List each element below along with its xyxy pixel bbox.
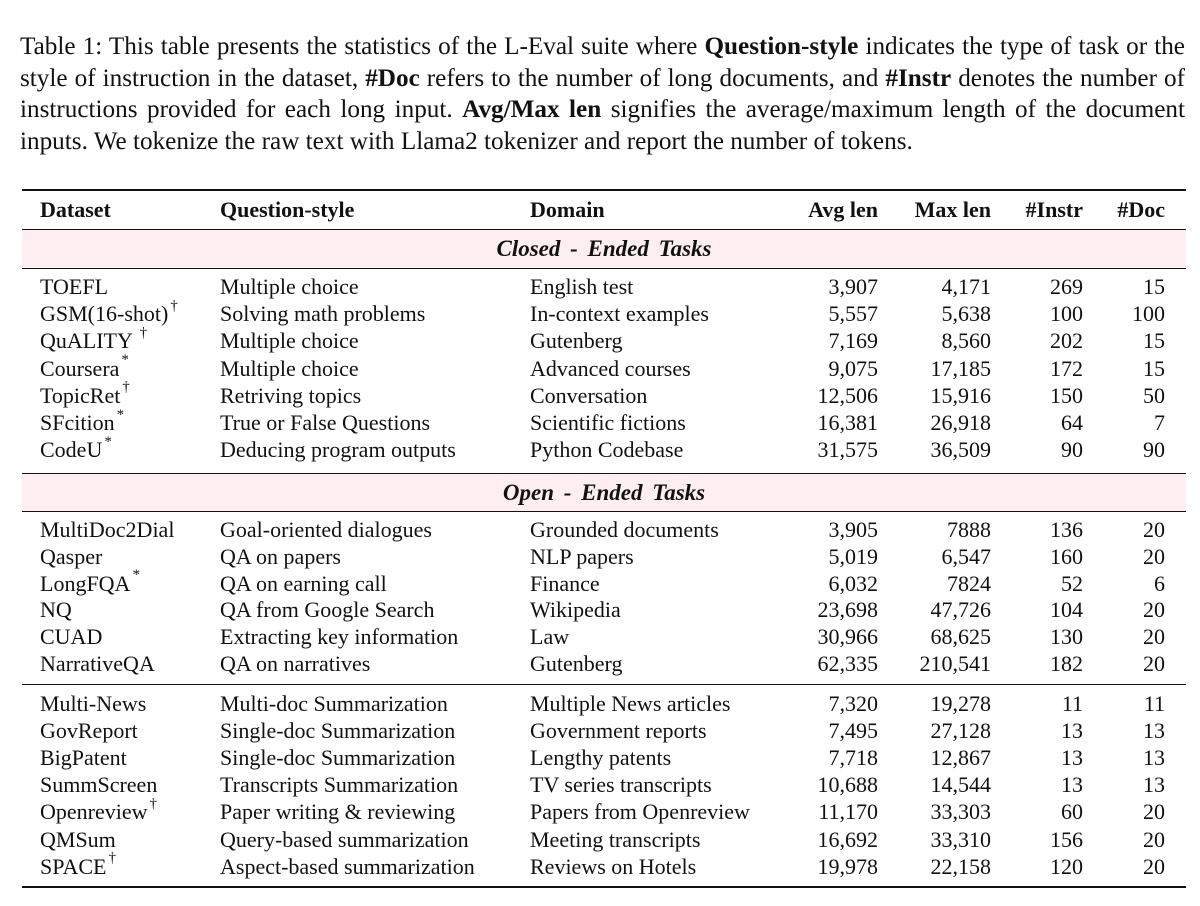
cell-avg-len: 3,907 <box>828 274 878 299</box>
cell-instr: 120 <box>1050 853 1083 879</box>
dataset-footnote-mark: † <box>139 325 148 342</box>
table-row <box>0 327 1200 354</box>
cell-domain: Multiple News articles <box>530 691 731 716</box>
table-row <box>0 717 1200 744</box>
dataset-name: NarrativeQA <box>40 651 155 676</box>
cell-question-style: True or False Questions <box>220 410 431 435</box>
cell-domain: Reviews on Hotels <box>530 853 697 879</box>
dataset-name: TopicRet <box>40 382 121 408</box>
cell-instr: 182 <box>1050 651 1083 676</box>
caption-term-instr: #Instr <box>885 64 952 92</box>
cell-avg-len: 23,698 <box>817 597 878 623</box>
cell-doc: 13 <box>1143 745 1165 771</box>
table-row <box>0 771 1200 798</box>
cell-doc: 90 <box>1143 437 1165 463</box>
col-header-domain: Domain <box>530 197 605 222</box>
cell-dataset <box>40 690 146 717</box>
cell-dataset <box>40 717 138 744</box>
cell-question-style: QA on narratives <box>220 651 371 676</box>
table-row <box>0 798 1200 825</box>
cell-dataset <box>40 433 112 463</box>
dataset-name: SummScreen <box>40 772 158 798</box>
dataset-name: LongFQA <box>40 570 131 596</box>
cell-instr: 269 <box>1050 274 1083 299</box>
dataset-name: MultiDoc2Dial <box>40 517 175 542</box>
cell-max-len: 15,916 <box>930 382 991 408</box>
table-row <box>0 623 1200 650</box>
cell-question-style: Multiple choice <box>220 328 359 354</box>
cell-doc: 15 <box>1143 355 1165 381</box>
cell-doc: 100 <box>1132 301 1165 327</box>
cell-doc: 20 <box>1143 651 1165 676</box>
cell-question-style: Multiple choice <box>220 274 359 299</box>
table-top-rule <box>22 189 1186 191</box>
cell-avg-len: 19,978 <box>817 853 878 879</box>
cell-doc: 15 <box>1143 328 1165 354</box>
cell-avg-len: 31,575 <box>817 437 878 463</box>
cell-dataset <box>40 744 127 771</box>
table-caption <box>20 31 1185 157</box>
cell-doc: 50 <box>1143 382 1165 408</box>
cell-avg-len: 16,381 <box>817 410 878 435</box>
table-row <box>0 273 1200 300</box>
caption-text-2: indicates the type of task or the style of instruction in the dataset, <box>20 33 1185 92</box>
cell-domain: English test <box>530 274 634 299</box>
cell-avg-len: 16,692 <box>817 826 878 852</box>
cell-max-len: 22,158 <box>930 853 991 879</box>
cell-question-style: Single-doc Summarization <box>220 745 456 771</box>
table-row <box>0 826 1200 853</box>
cell-doc: 20 <box>1143 543 1165 569</box>
cell-domain: Finance <box>530 570 600 596</box>
cell-doc: 15 <box>1143 274 1165 299</box>
cell-dataset <box>40 567 140 597</box>
open-section-title: Open - Ended Tasks <box>502 480 706 505</box>
cell-question-style: Paper writing & reviewing <box>220 799 456 825</box>
cell-instr: 90 <box>1061 437 1083 463</box>
dataset-name: QMSum <box>40 826 116 852</box>
cell-avg-len: 7,169 <box>828 328 878 354</box>
cell-question-style: Extracting key information <box>220 624 459 650</box>
cell-dataset <box>40 623 102 650</box>
dataset-name: Coursera <box>40 355 120 381</box>
dataset-name: NQ <box>40 597 72 623</box>
cell-domain: In-context examples <box>530 301 709 327</box>
table-row <box>0 433 1200 463</box>
cell-dataset <box>40 516 174 543</box>
dataset-name: CUAD <box>40 624 103 650</box>
cell-max-len: 8,560 <box>941 328 991 354</box>
table-row <box>0 567 1200 597</box>
table-bottom-rule <box>22 886 1186 888</box>
cell-instr: 130 <box>1050 624 1083 650</box>
dataset-name: QuALITY <box>40 328 138 354</box>
cell-domain: Wikipedia <box>530 597 621 623</box>
cell-question-style: Retriving topics <box>220 382 362 408</box>
cell-instr: 172 <box>1050 355 1083 381</box>
cell-max-len: 5,638 <box>941 301 991 327</box>
cell-dataset <box>40 273 108 300</box>
cell-max-len: 7824 <box>947 570 991 596</box>
cell-instr: 13 <box>1061 718 1083 744</box>
caption-term-avg-max-len: Avg/Max len <box>462 96 602 124</box>
cell-dataset <box>40 352 129 382</box>
cell-dataset <box>40 826 116 853</box>
dataset-name: TOEFL <box>40 274 109 299</box>
cell-doc: 13 <box>1143 718 1165 744</box>
dataset-name: Qasper <box>40 543 103 569</box>
dataset-footnote-mark: * <box>132 567 140 584</box>
cell-dataset <box>40 327 147 354</box>
cell-instr: 160 <box>1050 543 1083 569</box>
caption-text-4: denotes the number of instructions provided for each long input. <box>20 64 1185 124</box>
cell-question-style: QA from Google Search <box>220 597 435 623</box>
dataset-footnote-mark: † <box>108 850 116 867</box>
cell-dataset <box>40 798 157 825</box>
cell-avg-len: 5,019 <box>828 543 878 569</box>
cell-instr: 100 <box>1050 301 1083 327</box>
cell-dataset <box>40 850 116 880</box>
cell-avg-len: 7,718 <box>828 745 878 771</box>
dataset-name: SFcition <box>40 410 115 435</box>
dataset-name: BigPatent <box>40 745 127 771</box>
cell-domain: Scientific fictions <box>530 410 686 435</box>
cell-question-style: Query-based summarization <box>220 826 469 852</box>
cell-max-len: 4,171 <box>941 274 991 299</box>
table-header-row <box>0 193 1200 227</box>
cell-domain: Meeting transcripts <box>530 826 701 852</box>
cell-dataset <box>40 297 178 327</box>
dataset-name: GSM(16-shot) <box>40 301 169 327</box>
dataset-name: GovReport <box>40 718 138 744</box>
cell-instr: 136 <box>1050 517 1083 542</box>
cell-question-style: Solving math problems <box>220 301 426 327</box>
cell-domain: Gutenberg <box>530 328 623 354</box>
cell-max-len: 17,185 <box>930 355 991 381</box>
cell-max-len: 19,278 <box>930 691 991 716</box>
cell-question-style: Deducing program outputs <box>220 437 456 463</box>
cell-question-style: QA on earning call <box>220 570 387 596</box>
caption-term-doc: #Doc <box>365 64 420 92</box>
dataset-footnote-mark: * <box>121 352 129 369</box>
cell-avg-len: 12,506 <box>817 382 878 408</box>
cell-question-style: Aspect-based summarization <box>220 853 475 879</box>
table-row <box>0 744 1200 771</box>
table-row <box>0 690 1200 717</box>
cell-doc: 20 <box>1143 597 1165 623</box>
cell-instr: 13 <box>1061 745 1083 771</box>
cell-domain: Conversation <box>530 382 648 408</box>
cell-instr: 202 <box>1050 328 1083 354</box>
cell-instr: 150 <box>1050 382 1083 408</box>
cell-question-style: Multi-doc Summarization <box>220 691 448 716</box>
cell-avg-len: 10,688 <box>817 772 878 798</box>
cell-avg-len: 30,966 <box>817 624 878 650</box>
cell-dataset <box>40 650 155 677</box>
qa-summ-separator-rule <box>22 684 1186 685</box>
dataset-footnote-mark: * <box>116 406 125 423</box>
dataset-name: SPACE <box>40 853 107 879</box>
cell-doc: 6 <box>1154 570 1165 596</box>
cell-avg-len: 7,495 <box>828 718 878 744</box>
cell-instr: 104 <box>1050 597 1083 623</box>
caption-text-1: This table presents the statistics of the L-Eval suite where <box>102 33 705 61</box>
table-row <box>0 379 1200 409</box>
cell-instr: 13 <box>1061 772 1083 798</box>
col-header-max-len: Max len <box>914 197 991 222</box>
col-header-dataset: Dataset <box>40 197 111 222</box>
cell-doc: 11 <box>1143 691 1165 716</box>
cell-domain: TV series transcripts <box>530 772 712 798</box>
cell-max-len: 33,310 <box>930 826 991 852</box>
dataset-name: Multi-News <box>40 691 147 716</box>
cell-max-len: 210,541 <box>919 651 991 676</box>
cell-domain: Advanced courses <box>530 355 691 381</box>
cell-max-len: 26,918 <box>930 410 991 435</box>
cell-doc: 20 <box>1143 826 1165 852</box>
cell-instr: 64 <box>1061 410 1083 435</box>
cell-max-len: 27,128 <box>930 718 991 744</box>
cell-domain: Lengthy patents <box>530 745 672 771</box>
closed-section-title: Closed - Ended Tasks <box>496 236 712 261</box>
dataset-footnote-mark: * <box>104 433 112 450</box>
col-header-avg-len: Avg len <box>808 197 878 222</box>
caption-text-5: signifies the average/maximum length of the document inputs. We tokenize the raw text with Llama2 tokenizer and report the number of tokens. <box>20 96 1185 155</box>
cell-max-len: 12,867 <box>930 745 991 771</box>
cell-instr: 11 <box>1061 691 1083 716</box>
cell-avg-len: 5,557 <box>828 301 878 327</box>
cell-question-style: Single-doc Summarization <box>220 718 456 744</box>
table-row <box>0 596 1200 623</box>
cell-domain: Papers from Openreview <box>530 799 750 825</box>
cell-domain: Grounded documents <box>530 517 719 542</box>
cell-instr: 52 <box>1061 570 1083 596</box>
cell-doc: 20 <box>1143 799 1165 825</box>
cell-question-style: QA on papers <box>220 543 341 569</box>
cell-max-len: 36,509 <box>930 437 991 463</box>
cell-dataset <box>40 543 102 570</box>
cell-avg-len: 62,335 <box>817 651 878 676</box>
table-row <box>0 650 1200 677</box>
cell-dataset <box>40 771 157 798</box>
cell-question-style: Transcripts Summarization <box>220 772 459 798</box>
table-row <box>0 516 1200 543</box>
cell-doc: 20 <box>1143 517 1165 542</box>
dataset-footnote-mark: † <box>170 297 178 314</box>
caption-text-3: refers to the number of long documents, and <box>419 64 886 92</box>
caption-term-question-style: Question-style <box>704 33 859 61</box>
cell-max-len: 33,303 <box>930 799 991 825</box>
cell-max-len: 47,726 <box>930 597 991 623</box>
cell-dataset <box>40 379 130 409</box>
cell-max-len: 7888 <box>947 517 991 542</box>
closed-section-rule <box>22 268 1186 269</box>
table-row <box>0 406 1200 436</box>
cell-question-style: Goal-oriented dialogues <box>220 517 432 542</box>
cell-instr: 156 <box>1050 826 1083 852</box>
table-row <box>0 297 1200 327</box>
cell-doc: 7 <box>1154 410 1165 435</box>
dataset-footnote-mark: † <box>122 379 130 396</box>
col-header-question-style: Question-style <box>220 197 355 222</box>
cell-avg-len: 7,320 <box>828 691 878 716</box>
cell-max-len: 14,544 <box>930 772 991 798</box>
cell-avg-len: 6,032 <box>828 570 878 596</box>
cell-doc: 20 <box>1143 624 1165 650</box>
cell-doc: 13 <box>1143 772 1165 798</box>
cell-avg-len: 3,905 <box>828 517 878 542</box>
cell-domain: Gutenberg <box>530 651 623 676</box>
caption-label: Table 1: <box>20 33 103 61</box>
table-row <box>0 850 1200 880</box>
cell-avg-len: 11,170 <box>818 799 878 825</box>
cell-domain: Python Codebase <box>530 437 684 463</box>
cell-instr: 60 <box>1061 799 1083 825</box>
cell-doc: 20 <box>1143 853 1165 879</box>
dataset-footnote-mark: † <box>149 796 158 813</box>
cell-avg-len: 9,075 <box>828 355 878 381</box>
table-row <box>0 352 1200 382</box>
cell-max-len: 68,625 <box>930 624 991 650</box>
cell-question-style: Multiple choice <box>220 355 359 381</box>
cell-domain: Government reports <box>530 718 707 744</box>
cell-dataset <box>40 406 125 436</box>
open-section-rule <box>22 511 1186 512</box>
dataset-name: CodeU <box>40 437 103 463</box>
cell-max-len: 6,547 <box>941 543 991 569</box>
cell-dataset <box>40 596 72 623</box>
cell-domain: Law <box>530 624 570 650</box>
col-header-instr: #Instr <box>1025 197 1083 222</box>
cell-domain: NLP papers <box>530 543 634 569</box>
table-row <box>0 543 1200 570</box>
col-header-doc: #Doc <box>1117 197 1165 222</box>
dataset-name: Openreview <box>40 799 148 825</box>
